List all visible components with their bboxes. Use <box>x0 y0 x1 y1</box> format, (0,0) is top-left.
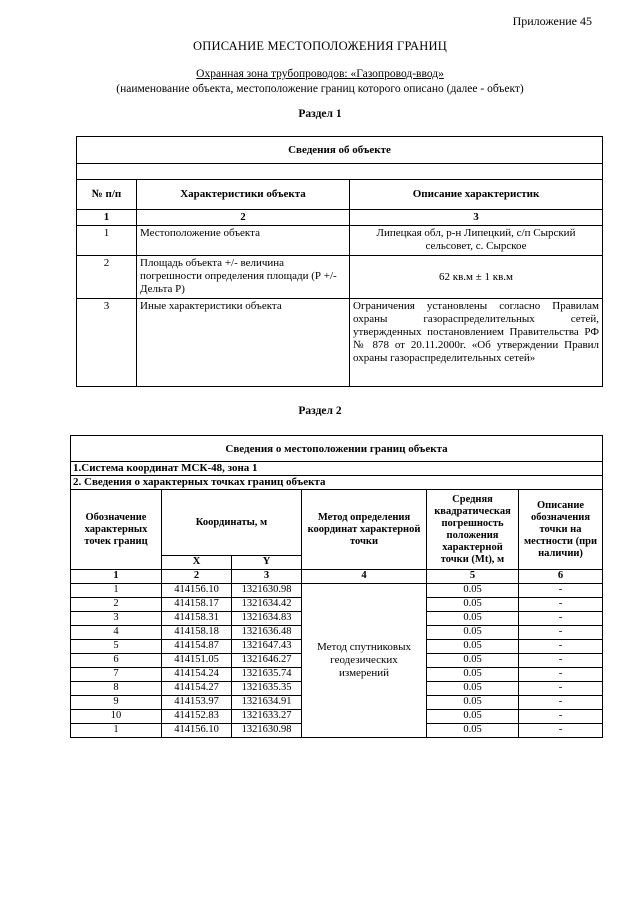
section1-heading: Раздел 1 <box>298 108 342 120</box>
col-number: 5 <box>427 570 519 584</box>
point-description: - <box>519 640 603 654</box>
point-accuracy: 0.05 <box>427 668 519 682</box>
point-description: - <box>519 598 603 612</box>
point-x: 414156.10 <box>162 584 232 598</box>
header-x: X <box>162 556 232 570</box>
row-description: 62 кв.м ± 1 кв.м <box>350 256 603 299</box>
point-description: - <box>519 696 603 710</box>
point-x: 414154.24 <box>162 668 232 682</box>
col-number: 2 <box>162 570 232 584</box>
header-accuracy: Средняя квадратическая погрешность положения характерной точки (Mt), м <box>427 490 519 570</box>
point-y: 1321635.35 <box>232 682 302 696</box>
point-x: 414156.10 <box>162 724 232 738</box>
col-number: 1 <box>77 210 137 226</box>
point-number: 1 <box>71 724 162 738</box>
empty-row <box>77 164 603 180</box>
point-description: - <box>519 654 603 668</box>
table-row <box>77 226 603 256</box>
point-y: 1321633.27 <box>232 710 302 724</box>
col-number: 4 <box>302 570 427 584</box>
point-x: 414154.87 <box>162 640 232 654</box>
row-description-text: Ограничения установлены согласно Правилам охраны газораспределительных сетей, утвержденных постановлением Правительства РФ № 878 от 20.11.2000г. «Об утверждении Правил охраны газораспределительных сетей» <box>353 300 600 364</box>
object-name-line <box>0 68 640 80</box>
col-number: 3 <box>232 570 302 584</box>
point-accuracy: 0.05 <box>427 584 519 598</box>
point-x: 414158.31 <box>162 612 232 626</box>
row-characteristic: Площадь объекта +/- величина погрешности определения площади (Р +/- Дельта Р) <box>137 256 350 299</box>
point-number: 3 <box>71 612 162 626</box>
point-x: 414153.97 <box>162 696 232 710</box>
appendix-number: Приложение 45 <box>512 14 592 28</box>
point-y: 1321647.43 <box>232 640 302 654</box>
point-y: 1321634.42 <box>232 598 302 612</box>
point-number: 1 <box>71 584 162 598</box>
point-y: 1321646.27 <box>232 654 302 668</box>
table-row <box>77 256 603 299</box>
point-description: - <box>519 584 603 598</box>
header-point-description: Описание обозначения точки на местности (при наличии) <box>519 490 603 570</box>
header-y: Y <box>232 556 302 570</box>
boundary-table-title: Сведения о местоположении границ объекта <box>71 436 603 462</box>
row-number: 1 <box>77 226 137 256</box>
header-point: Обозначение характерных точек границ <box>71 490 162 570</box>
point-accuracy: 0.05 <box>427 710 519 724</box>
object-name-caption: (наименование объекта, местоположение границ которого описано (далее - объект) <box>116 83 524 95</box>
point-number: 6 <box>71 654 162 668</box>
point-description: - <box>519 682 603 696</box>
point-x: 414151.05 <box>162 654 232 668</box>
point-description: - <box>519 668 603 682</box>
table-row <box>77 299 603 387</box>
point-x: 414158.18 <box>162 626 232 640</box>
coord-system: 1.Система координат МСК-48, зона 1 <box>71 462 603 476</box>
point-y: 1321634.83 <box>232 612 302 626</box>
point-x: 414154.27 <box>162 682 232 696</box>
point-accuracy: 0.05 <box>427 640 519 654</box>
point-x: 414152.83 <box>162 710 232 724</box>
point-accuracy: 0.05 <box>427 626 519 640</box>
object-info-table <box>76 136 603 387</box>
point-description: - <box>519 626 603 640</box>
point-accuracy: 0.05 <box>427 696 519 710</box>
point-accuracy: 0.05 <box>427 654 519 668</box>
point-number: 8 <box>71 682 162 696</box>
point-x: 414158.17 <box>162 598 232 612</box>
point-y: 1321630.98 <box>232 584 302 598</box>
point-description: - <box>519 710 603 724</box>
points-title: 2. Сведения о характерных точках границ объекта <box>71 476 603 490</box>
method-value: Метод спутниковых геодезических измерений <box>302 584 427 738</box>
object-info-title: Сведения об объекте <box>77 137 603 164</box>
section2-heading: Раздел 2 <box>298 405 342 417</box>
col-number: 2 <box>137 210 350 226</box>
point-description: - <box>519 612 603 626</box>
row-number: 2 <box>77 256 137 299</box>
point-y: 1321635.74 <box>232 668 302 682</box>
object-name: Охранная зона трубопроводов: «Газопровод-ввод» <box>196 68 444 80</box>
boundary-points-table <box>70 435 603 738</box>
point-accuracy: 0.05 <box>427 724 519 738</box>
point-number: 5 <box>71 640 162 654</box>
point-accuracy: 0.05 <box>427 598 519 612</box>
header-num: № п/п <box>77 180 137 210</box>
point-accuracy: 0.05 <box>427 612 519 626</box>
row-description: Липецкая обл, р-н Липецкий, с/п Сырский сельсовет, с. Сырское <box>350 226 603 256</box>
point-number: 7 <box>71 668 162 682</box>
table-row <box>71 584 603 598</box>
point-y: 1321630.98 <box>232 724 302 738</box>
document-title: ОПИСАНИЕ МЕСТОПОЛОЖЕНИЯ ГРАНИЦ <box>193 39 447 53</box>
point-y: 1321634.91 <box>232 696 302 710</box>
row-characteristic: Местоположение объекта <box>137 226 350 256</box>
point-y: 1321636.48 <box>232 626 302 640</box>
header-method: Метод определения координат характерной точки <box>302 490 427 570</box>
point-accuracy: 0.05 <box>427 682 519 696</box>
col-number: 6 <box>519 570 603 584</box>
col-number: 1 <box>71 570 162 584</box>
point-number: 4 <box>71 626 162 640</box>
row-number: 3 <box>77 299 137 387</box>
header-characteristic: Характеристики объекта <box>137 180 350 210</box>
row-description <box>350 299 603 387</box>
point-description: - <box>519 724 603 738</box>
header-coords: Координаты, м <box>162 490 302 556</box>
col-number: 3 <box>350 210 603 226</box>
header-description: Описание характеристик <box>350 180 603 210</box>
point-number: 9 <box>71 696 162 710</box>
point-number: 2 <box>71 598 162 612</box>
row-characteristic: Иные характеристики объекта <box>137 299 350 387</box>
point-number: 10 <box>71 710 162 724</box>
